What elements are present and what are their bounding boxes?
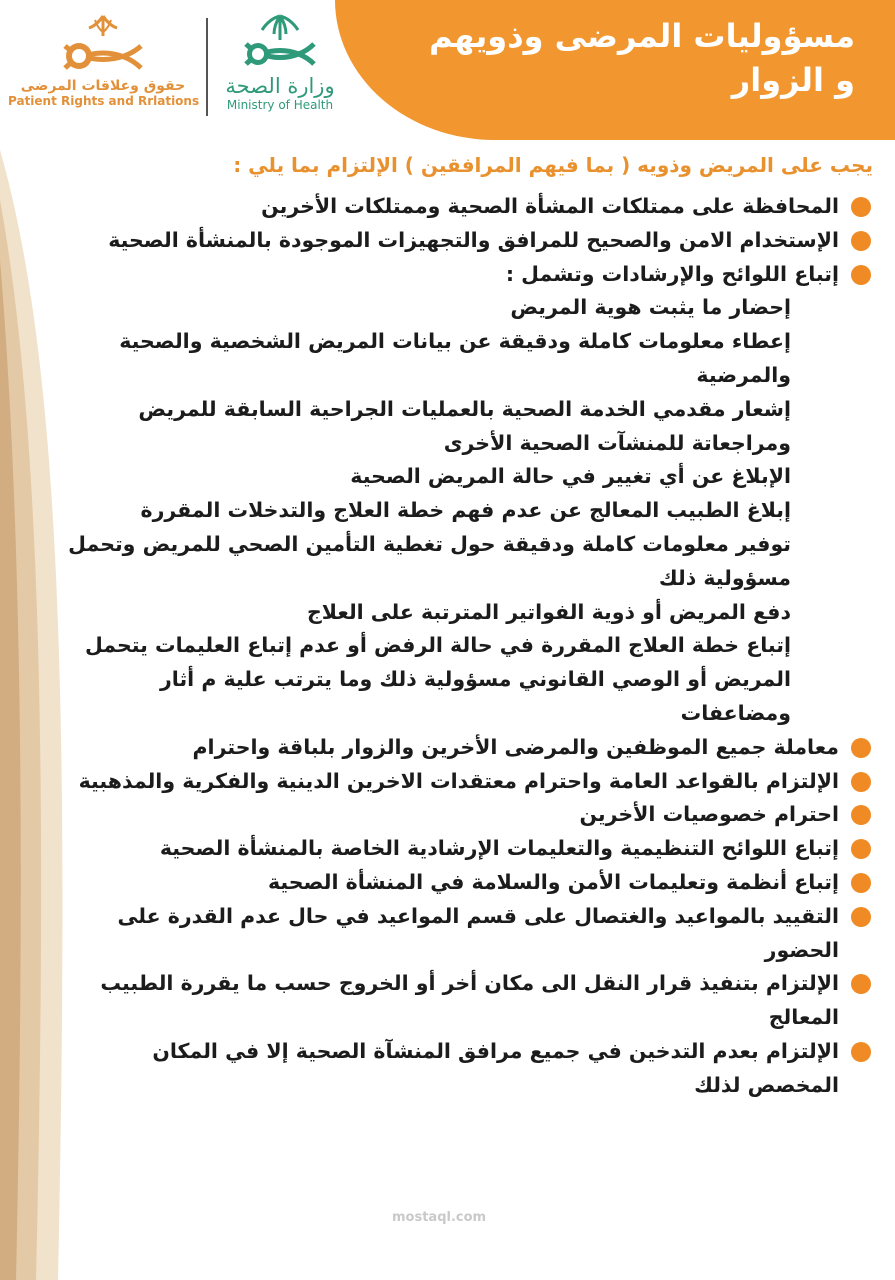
sub-list-item: إبلاغ الطبيب المعالج عن عدم فهم خطة العلاج والتدخلات المقررة bbox=[140, 498, 791, 523]
sub-list-item: إحضار ما يثبت هوية المريض bbox=[510, 295, 791, 320]
list-item bbox=[60, 190, 873, 224]
responsibilities-list bbox=[60, 190, 873, 1103]
sub-list-item: إشعار مقدمي الخدمة الصحية بالعمليات الجراحية السابقة للمريض ومراجعاتة للمنشآت الصحية الأخرى bbox=[138, 396, 791, 455]
list-item bbox=[60, 866, 873, 900]
list-item-text: المحافظة على ممتلكات المشأة الصحية وممتلكات الأخرين bbox=[261, 194, 839, 218]
intro-text: يجب على المريض وذويه ( بما فيهم المرافقين ) الإلتزام بما يلي : bbox=[233, 153, 873, 177]
list-item-text: إتباع أنظمة وتعليمات الأمن والسلامة في المنشأة الصحية bbox=[267, 869, 839, 894]
list-item bbox=[60, 832, 873, 866]
page-title-line-1: مسؤوليات المرضى وذويهم bbox=[429, 17, 855, 55]
logo-divider bbox=[206, 18, 208, 116]
list-item bbox=[60, 1035, 873, 1103]
list-item bbox=[60, 967, 873, 1035]
list-item-text: الإلتزام بتنفيذ قرار النقل الى مكان أخر أو الخروج حسب ما يقررة الطبيب المعالج bbox=[100, 971, 839, 1030]
bullet-icon bbox=[851, 1042, 871, 1062]
page-title-line-2: و الزوار bbox=[731, 61, 855, 99]
ministry-of-health-logo bbox=[218, 12, 342, 122]
bullet-icon bbox=[851, 197, 871, 217]
list-item bbox=[60, 258, 873, 731]
list-item-text: إتباع اللوائح والإرشادات وتشمل : bbox=[505, 261, 839, 286]
bullet-icon bbox=[851, 738, 871, 758]
bullet-icon bbox=[851, 839, 871, 859]
patient-rights-emblem-icon bbox=[55, 12, 151, 78]
logo-bar bbox=[0, 0, 345, 125]
sub-list-item: إعطاء معلومات كاملة ودقيقة عن بيانات المريض الشخصية والصحية والمرضية bbox=[119, 329, 791, 387]
patient-rights-english: Patient Rights and Rrlations bbox=[8, 94, 200, 108]
patient-rights-arabic: حقوق وعلاقات المرضى bbox=[20, 78, 186, 94]
sub-list-item: توفير معلومات كاملة ودقيقة حول تغطية التأمين الصحي للمريض وتحمل مسؤولية ذلك bbox=[68, 531, 791, 590]
list-item-text: التقييد بالمواعيد والغتصال على قسم المواعيد في حال عدم القدرة على الحضور bbox=[117, 903, 839, 962]
list-item-text: الإستخدام الامن والصحيح للمرافق والتجهيزات الموجودة بالمنشأة الصحية bbox=[108, 227, 839, 252]
sub-list-item: إتباع خطة العلاج المقررة في حالة الرفض أو عدم إتباع العليمات يتحمل المريض أو الوصي القانوني مسؤولية ذلك وما يترتب علية م أثار ومضاعفات bbox=[84, 633, 791, 725]
sub-list bbox=[60, 291, 839, 730]
list-item-text: الإلتزام بالقواعد العامة واحترام معتقدات الاخرين الدينية والفكرية والمذهبية bbox=[78, 768, 839, 793]
bullet-icon bbox=[851, 974, 871, 994]
list-item bbox=[60, 798, 873, 832]
bullet-icon bbox=[851, 772, 871, 792]
watermark: mostaql.com bbox=[392, 1210, 487, 1225]
sub-list-item: الإبلاغ عن أي تغيير في حالة المريض الصحية bbox=[350, 464, 791, 489]
bullet-icon bbox=[851, 907, 871, 927]
ministry-english: Ministry of Health bbox=[226, 98, 334, 112]
bullet-icon bbox=[851, 231, 871, 251]
list-item bbox=[60, 900, 873, 968]
list-item bbox=[60, 224, 873, 258]
page-title bbox=[355, 14, 855, 102]
list-item-text: الإلتزام بعدم التدخين في جميع مرافق المنشآة الصحية إلا في المكان المخصص لذلك bbox=[152, 1038, 839, 1097]
list-item bbox=[60, 731, 873, 765]
bullet-icon bbox=[851, 805, 871, 825]
list-item-text: احترام خصوصيات الأخرين bbox=[579, 802, 839, 827]
list-item-text: معاملة جميع الموظفين والمرضى الأخرين والزوار بلباقة واحترام bbox=[192, 734, 839, 759]
patient-rights-logo bbox=[8, 12, 198, 122]
bullet-icon bbox=[851, 873, 871, 893]
bullet-icon bbox=[851, 265, 871, 285]
list-item bbox=[60, 765, 873, 799]
ministry-arabic: وزارة الصحة bbox=[225, 74, 335, 98]
sub-list-item: دفع المريض أو ذوية الفواتير المترتبة على العلاج bbox=[307, 599, 791, 624]
palm-tree-emblem-icon bbox=[232, 12, 328, 74]
list-item-text: إتباع اللوائح التنظيمية والتعليمات الإرشادية الخاصة بالمنشأة الصحية bbox=[159, 836, 839, 861]
responsibilities-content bbox=[60, 150, 873, 1103]
